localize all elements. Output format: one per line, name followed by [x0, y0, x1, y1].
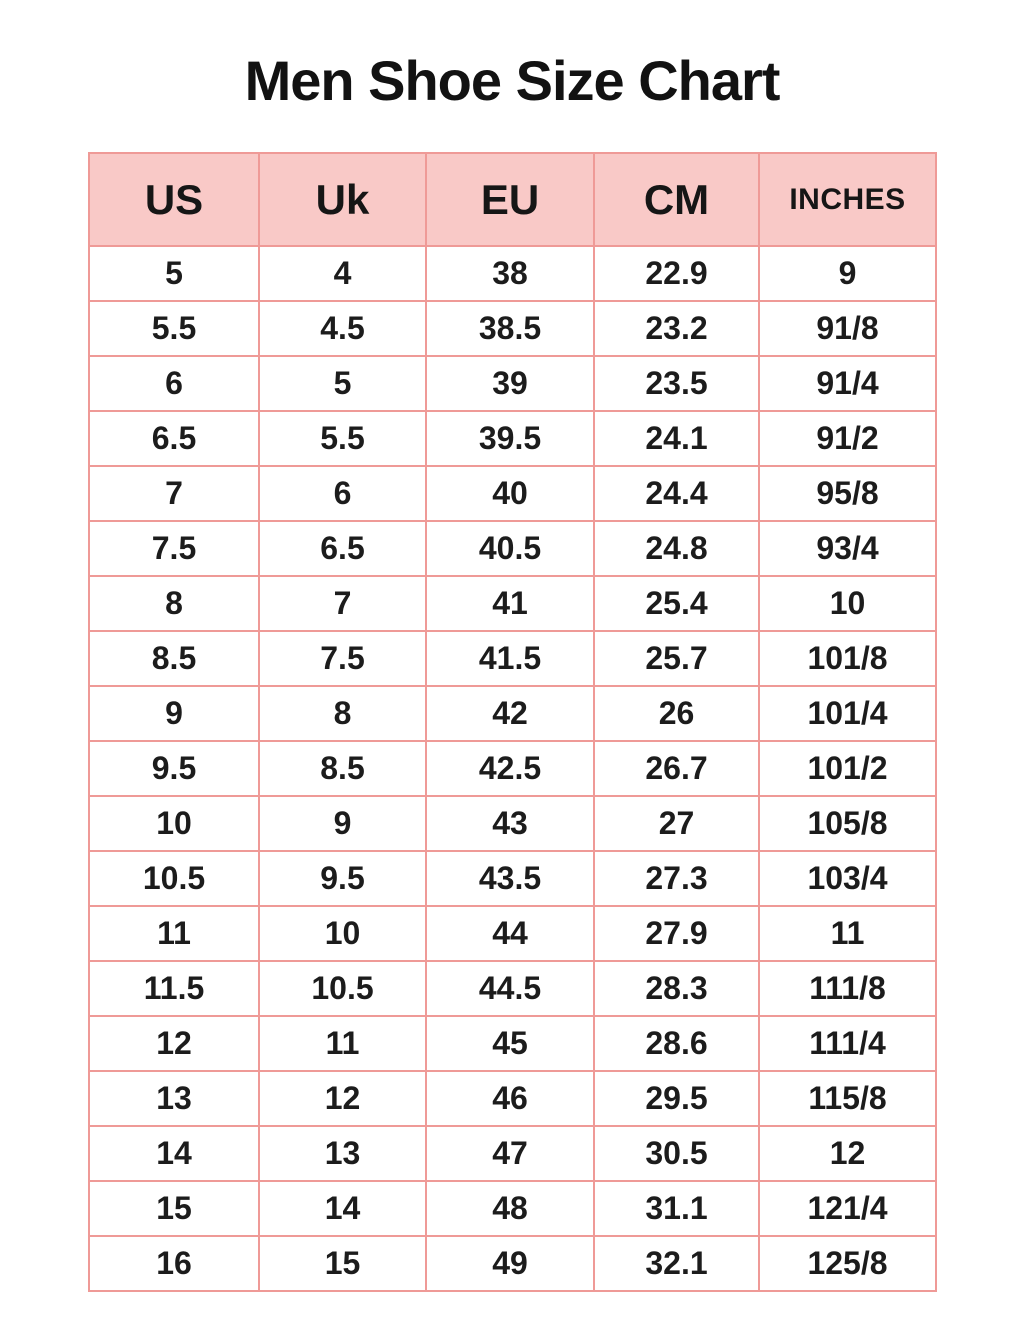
table-row: [89, 796, 936, 851]
table-cell: 14: [259, 1181, 426, 1236]
table-row: [89, 906, 936, 961]
table-cell: 39: [426, 356, 594, 411]
table-cell: 7: [259, 576, 426, 631]
table-cell: 38: [426, 246, 594, 301]
page-title: Men Shoe Size Chart: [244, 49, 780, 112]
table-row: [89, 466, 936, 521]
table-cell: 14: [89, 1126, 259, 1181]
table-cell: 47: [426, 1126, 594, 1181]
table-cell: 40: [426, 466, 594, 521]
table-cell: 91/8: [759, 301, 936, 356]
table-cell: 13: [89, 1071, 259, 1126]
table-cell: 101/4: [759, 686, 936, 741]
table-row: [89, 1126, 936, 1181]
table-cell: 7: [89, 466, 259, 521]
table-cell: 28.6: [594, 1016, 759, 1071]
table-cell: 6.5: [259, 521, 426, 576]
table-cell: 5.5: [89, 301, 259, 356]
table-cell: 111/4: [759, 1016, 936, 1071]
table-cell: 6.5: [89, 411, 259, 466]
table-row: [89, 851, 936, 906]
table-cell: 30.5: [594, 1126, 759, 1181]
table-cell: 101/8: [759, 631, 936, 686]
table-cell: 44: [426, 906, 594, 961]
table-row: [89, 356, 936, 411]
table-cell: 10: [259, 906, 426, 961]
table-cell: 42.5: [426, 741, 594, 796]
table-cell: 9: [259, 796, 426, 851]
table-cell: 43.5: [426, 851, 594, 906]
table-cell: 42: [426, 686, 594, 741]
table-cell: 43: [426, 796, 594, 851]
table-cell: 12: [89, 1016, 259, 1071]
table-cell: 6: [89, 356, 259, 411]
table-cell: 115/8: [759, 1071, 936, 1126]
table-cell: 41.5: [426, 631, 594, 686]
table-cell: 12: [259, 1071, 426, 1126]
table-cell: 11: [759, 906, 936, 961]
table-cell: 39.5: [426, 411, 594, 466]
table-cell: 11: [89, 906, 259, 961]
table-cell: 45: [426, 1016, 594, 1071]
table-cell: 24.1: [594, 411, 759, 466]
table-body: [89, 246, 936, 1291]
table-cell: 105/8: [759, 796, 936, 851]
table-cell: 23.5: [594, 356, 759, 411]
table-cell: 9: [759, 246, 936, 301]
table-cell: 48: [426, 1181, 594, 1236]
table-cell: 8.5: [89, 631, 259, 686]
column-header-us: US: [89, 153, 259, 246]
table-cell: 9.5: [89, 741, 259, 796]
table-row: [89, 686, 936, 741]
table-cell: 121/4: [759, 1181, 936, 1236]
table-cell: 11: [259, 1016, 426, 1071]
table-cell: 4: [259, 246, 426, 301]
table-cell: 13: [259, 1126, 426, 1181]
table-cell: 41: [426, 576, 594, 631]
table-cell: 26: [594, 686, 759, 741]
table-cell: 44.5: [426, 961, 594, 1016]
table-cell: 24.8: [594, 521, 759, 576]
column-header-eu: EU: [426, 153, 594, 246]
table-cell: 7.5: [89, 521, 259, 576]
table-cell: 15: [259, 1236, 426, 1291]
table-cell: 29.5: [594, 1071, 759, 1126]
table-cell: 38.5: [426, 301, 594, 356]
column-header-uk: Uk: [259, 153, 426, 246]
table-cell: 6: [259, 466, 426, 521]
table-cell: 5: [259, 356, 426, 411]
table-cell: 9.5: [259, 851, 426, 906]
table-cell: 9: [89, 686, 259, 741]
table-cell: 103/4: [759, 851, 936, 906]
column-header-cm: CM: [594, 153, 759, 246]
table-cell: 8: [89, 576, 259, 631]
table-cell: 11.5: [89, 961, 259, 1016]
table-cell: 91/2: [759, 411, 936, 466]
table-cell: 25.4: [594, 576, 759, 631]
table-cell: 32.1: [594, 1236, 759, 1291]
table-cell: 95/8: [759, 466, 936, 521]
table-cell: 16: [89, 1236, 259, 1291]
table-row: [89, 961, 936, 1016]
table-row: [89, 411, 936, 466]
header-row: [89, 153, 936, 246]
table-cell: 49: [426, 1236, 594, 1291]
table-row: [89, 521, 936, 576]
table-row: [89, 1181, 936, 1236]
table-cell: 5.5: [259, 411, 426, 466]
table-cell: 28.3: [594, 961, 759, 1016]
table-cell: 91/4: [759, 356, 936, 411]
table-cell: 26.7: [594, 741, 759, 796]
table-cell: 46: [426, 1071, 594, 1126]
table-cell: 15: [89, 1181, 259, 1236]
table-cell: 10: [89, 796, 259, 851]
table-cell: 27.9: [594, 906, 759, 961]
table-row: [89, 576, 936, 631]
table-row: [89, 246, 936, 301]
table-row: [89, 301, 936, 356]
table-cell: 8: [259, 686, 426, 741]
size-chart-table: [88, 152, 937, 1292]
table-cell: 125/8: [759, 1236, 936, 1291]
table-cell: 93/4: [759, 521, 936, 576]
table-row: [89, 1071, 936, 1126]
table-cell: 10: [759, 576, 936, 631]
table-cell: 25.7: [594, 631, 759, 686]
table-row: [89, 1236, 936, 1291]
table-cell: 22.9: [594, 246, 759, 301]
table-cell: 40.5: [426, 521, 594, 576]
table-cell: 23.2: [594, 301, 759, 356]
table-cell: 10.5: [89, 851, 259, 906]
table-cell: 5: [89, 246, 259, 301]
column-header-inches: INCHES: [759, 153, 936, 246]
table-cell: 24.4: [594, 466, 759, 521]
table-cell: 7.5: [259, 631, 426, 686]
table-cell: 12: [759, 1126, 936, 1181]
table-cell: 101/2: [759, 741, 936, 796]
table-cell: 31.1: [594, 1181, 759, 1236]
table-cell: 4.5: [259, 301, 426, 356]
table-row: [89, 631, 936, 686]
table-cell: 10.5: [259, 961, 426, 1016]
table-cell: 111/8: [759, 961, 936, 1016]
table-row: [89, 741, 936, 796]
table-cell: 27: [594, 796, 759, 851]
table-cell: 27.3: [594, 851, 759, 906]
table-row: [89, 1016, 936, 1071]
table-cell: 8.5: [259, 741, 426, 796]
